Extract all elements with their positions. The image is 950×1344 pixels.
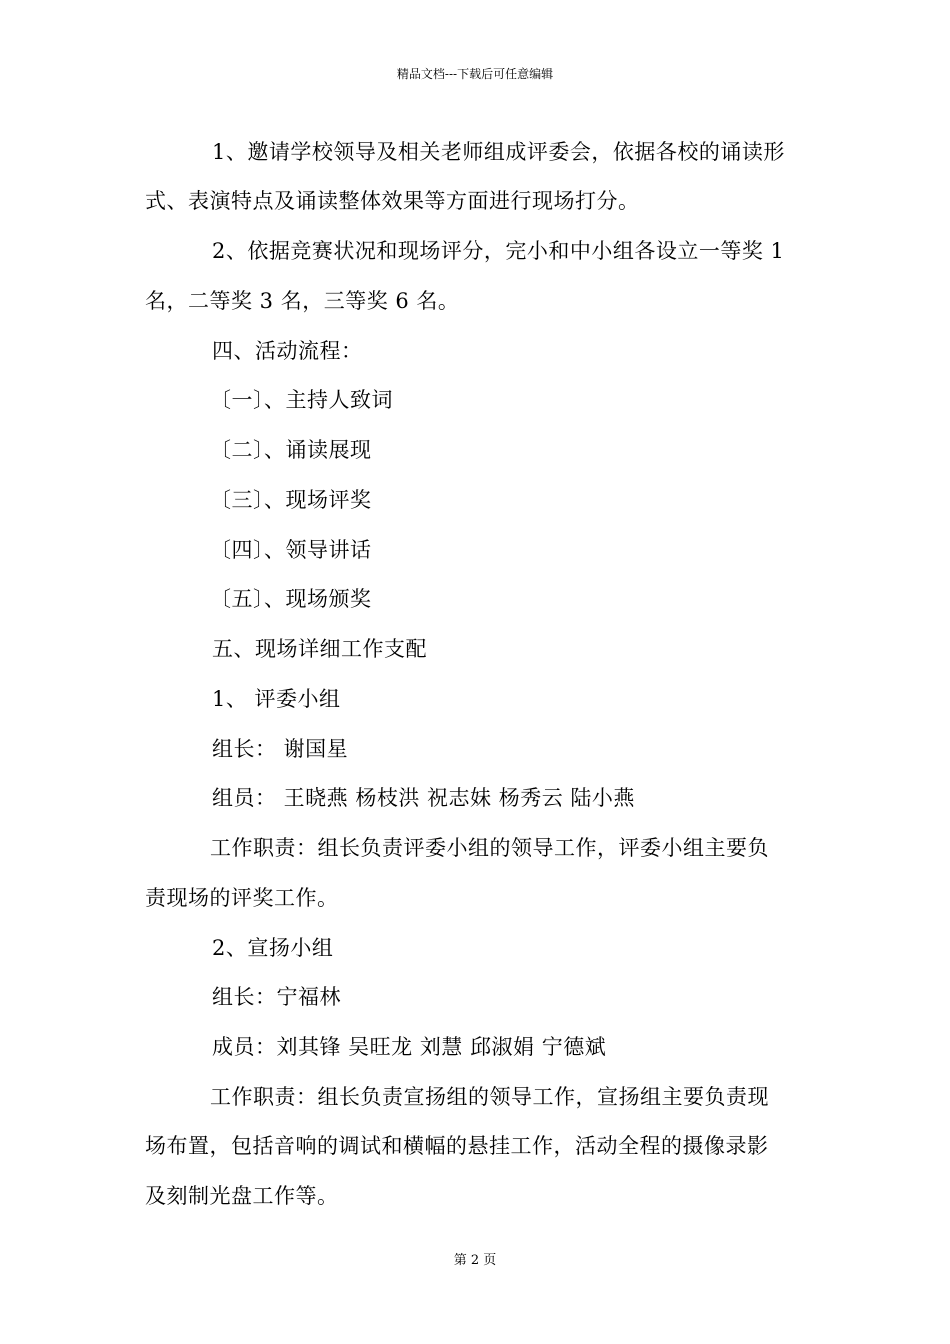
list-item: 〔五〕、现场颁奖 (210, 587, 372, 611)
list-item: 〔四〕、领导讲话 (210, 538, 372, 562)
list-item: 〔二〕、诵读展现 (210, 438, 372, 462)
paragraph-line: 组长： 谢国星 (212, 737, 349, 761)
paragraph-line: 工作职责：组长负责宣扬组的领导工作，宣扬组主要负责现 (210, 1085, 769, 1109)
paragraph-line: 名，二等奖 3 名，三等奖 6 名。 (145, 289, 460, 313)
paragraph-line: 及刻制光盘工作等。 (145, 1184, 339, 1208)
paragraph-line: 1、邀请学校领导及相关老师组成评委会，依据各校的诵读形 (212, 140, 785, 164)
page-header: 精品文档---下载后可任意编辑 (396, 67, 554, 81)
paragraph-line: 组员： 王晓燕 杨枝洪 祝志妹 杨秀云 陆小燕 (212, 786, 635, 810)
paragraph-line: 组长：宁福林 (212, 985, 341, 1009)
page-number: 第 2 页 (453, 1253, 497, 1268)
paragraph-line: 2、依据竞赛状况和现场评分，完小和中小组各设立一等奖 1 (212, 239, 785, 263)
subsection-heading: 1、 评委小组 (212, 687, 341, 711)
list-item: 〔一〕、主持人致词 (210, 388, 393, 412)
paragraph-line: 成员：刘其锋 吴旺龙 刘慧 邱淑娟 宁德斌 (212, 1035, 607, 1059)
section-heading: 五、现场详细工作支配 (212, 637, 427, 661)
subsection-heading: 2、宣扬小组 (212, 936, 334, 960)
paragraph-line: 式、表演特点及诵读整体效果等方面进行现场打分。 (145, 189, 640, 213)
section-heading: 四、活动流程： (212, 339, 363, 363)
list-item: 〔三〕、现场评奖 (210, 488, 372, 512)
paragraph-line: 工作职责：组长负责评委小组的领导工作，评委小组主要负 (210, 836, 769, 860)
paragraph-line: 场布置，包括音响的调试和横幅的悬挂工作，活动全程的摄像录影 (145, 1134, 769, 1158)
paragraph-line: 责现场的评奖工作。 (145, 886, 339, 910)
